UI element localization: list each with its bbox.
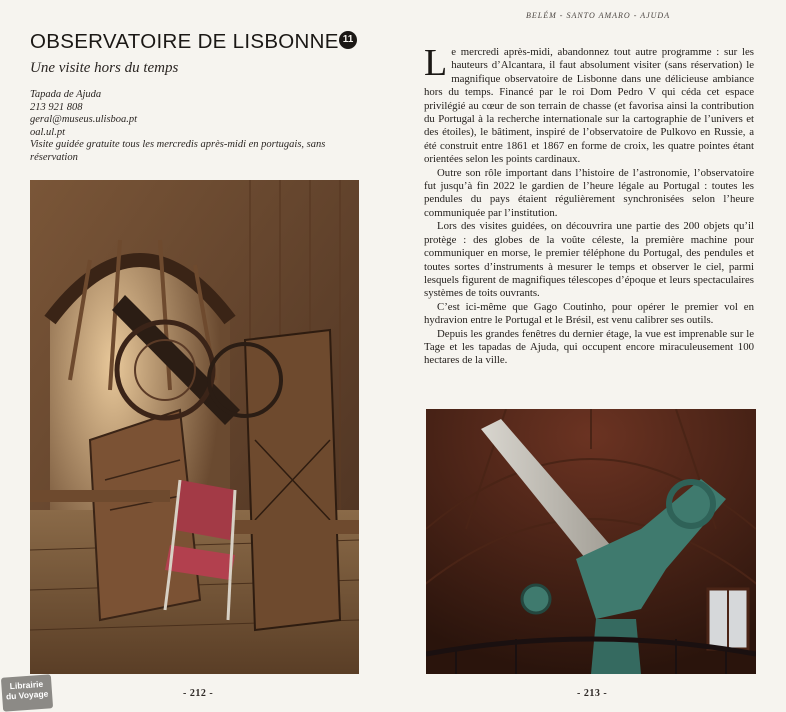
article-body xyxy=(424,42,754,368)
paragraph-4: C’est ici-même que Gago Coutinho, pour opérer le premier vol en hydravion entre le Portugal et le Brésil, est venu calibrer ses outils. xyxy=(424,300,754,327)
paragraph-2: Outre son rôle important dans l’histoire de l’astronomie, l’observatoire fut jusqu’à fin 2022 le gardien de l’heure légale au Portugal : toutes les pendules du pays étaient régulièrement synchronisées selon l’heure communiquée par l’institution. xyxy=(424,166,754,219)
email-address: geral@museus.ulisboa.pt xyxy=(30,114,138,126)
paragraph-3: Lors des visites guidées, on découvrira une partie des 200 objets qu’il protège : des globes de la voûte céleste, la première machine pour communiquer en morse, le premier téléphone du Portugal, des pendules et toutes sortes d’instruments à mesurer le temps et observer le ciel, parmi lesquels figurent de magnifiques télescopes d’époque et leurs spectaculaires systèmes de toits ouvrants. xyxy=(424,220,754,300)
page-number-left: - 212 - xyxy=(183,688,214,699)
drop-cap: L xyxy=(424,42,448,84)
website: oal.ul.pt xyxy=(30,126,66,138)
page-title: OBSERVATOIRE DE LISBONNE xyxy=(30,30,339,53)
phone-number: 213 921 808 xyxy=(30,101,83,113)
left-page xyxy=(0,0,393,711)
paragraph-5: Depuis les grandes fenêtres du dernier étage, la vue est imprenable sur le Tage et les tapadas de Ajuda, qui occupent encore miraculeusement 100 hectares de la ville. xyxy=(424,327,754,367)
running-head: BELÉM - SANTO AMARO - AJUDA xyxy=(526,11,671,20)
page-number-right: - 213 - xyxy=(577,688,608,699)
bookseller-logo xyxy=(1,674,53,711)
page-subtitle: Une visite hors du temps xyxy=(30,60,179,76)
address: Tapada de Ajuda xyxy=(30,89,102,100)
observatory-interior-photo xyxy=(30,180,359,674)
entry-number-badge: 11 xyxy=(339,31,357,49)
right-page xyxy=(393,0,786,711)
logo-line-1: Librairie xyxy=(9,678,44,692)
telescope-dome-photo xyxy=(426,409,756,674)
visit-note: Visite guidée gratuite tous les mercredis après-midi en portugais, sans réservation xyxy=(30,139,326,163)
paragraph-1: Le mercredi après-midi, abandonnez tout autre programme : sur les hauteurs d’Alcantara, il faut absolument visiter (sans réservation) le magnifique observatoire de Lisbonne dans une délicieuse ambiance hors du temps. Financé par le roi Dom Pedro V qui céda cet espace privilégié au cœur de son terrain de chasse (et favorisa ainsi la contribution du Portugal à la recherche internationale sur la cartographie de l’univers et des étoiles), le bâtiment, inspiré de l’observatoire de Pulkovo en Russie, a été construit entre 1861 et 1867 en forme de croix, les quatre pointes étant orientées selon les points cardinaux. xyxy=(424,42,754,166)
logo-line-2: du Voyage xyxy=(5,688,49,702)
practical-info xyxy=(30,89,330,165)
